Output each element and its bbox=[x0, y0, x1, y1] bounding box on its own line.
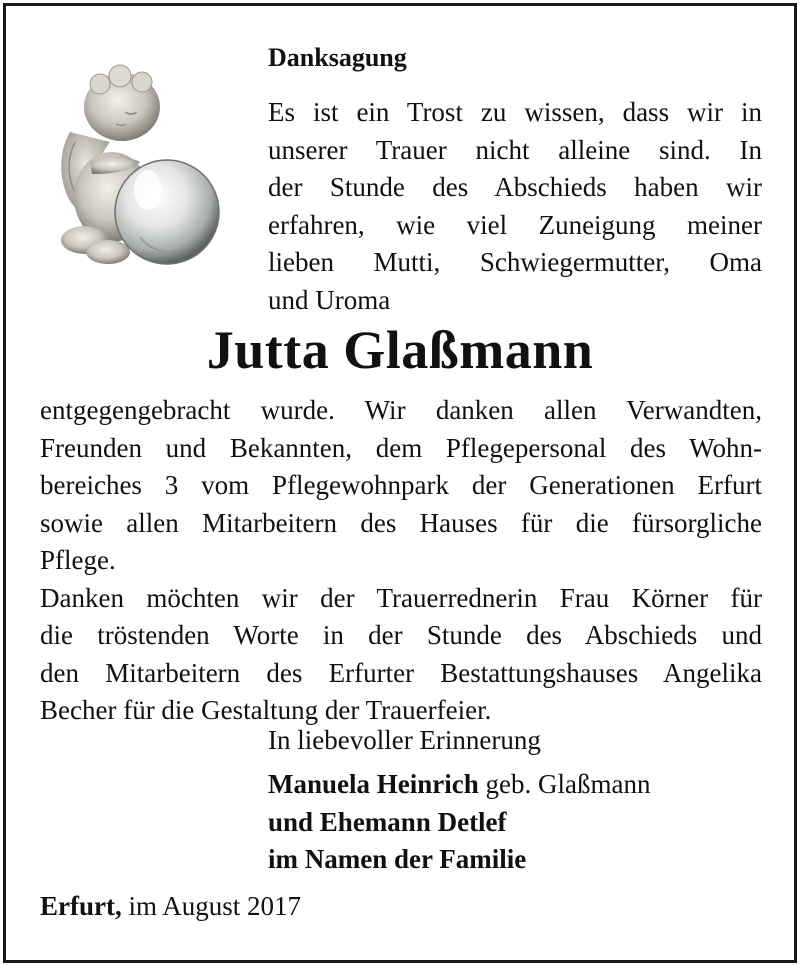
place-date bbox=[40, 888, 301, 926]
body-line: Danken möchten wir der Trauerrednerin Frau Körner für bbox=[40, 582, 762, 613]
body-line: entgegengebracht wurde. Wir danken allen Verwandten, bbox=[40, 395, 762, 425]
intro-line: der Stunde des Abschieds haben wir bbox=[268, 172, 762, 202]
intro-line: erfahren, wie viel Zuneigung meiner bbox=[268, 209, 762, 240]
body-line: die tröstenden Worte in der Stunde des Abschieds und bbox=[40, 620, 762, 650]
intro-text bbox=[268, 94, 762, 319]
body-line: Becher für die Gestaltung der Trauerfeier. bbox=[40, 695, 492, 725]
place: Erfurt, bbox=[40, 891, 122, 921]
body-text bbox=[40, 392, 762, 730]
body-line: den Mitarbeitern des Erfurter Bestattungshauses Angelika bbox=[40, 657, 762, 688]
intro-line: und Uroma bbox=[268, 284, 391, 315]
signatory-maiden-name: geb. Glaßmann bbox=[478, 769, 651, 799]
signature-line-3: im Namen der Familie bbox=[268, 844, 527, 874]
heading-danksagung: Danksagung bbox=[268, 43, 407, 72]
intro-line: unserer Trauer nicht alleine sind. In bbox=[268, 134, 762, 165]
signature-line-2: und Ehemann Detlef bbox=[268, 806, 507, 837]
signature-block bbox=[268, 766, 650, 879]
body-line: Pflege. bbox=[40, 545, 116, 575]
date: im August 2017 bbox=[121, 891, 302, 921]
intro-line: Es ist ein Trost zu wissen, dass wir in bbox=[268, 97, 762, 127]
signatory-name: Manuela Heinrich bbox=[268, 769, 479, 799]
closing-line: In liebevoller Erinnerung bbox=[268, 725, 541, 755]
angel-figure-image bbox=[50, 62, 220, 272]
deceased-name: Jutta Glaßmann bbox=[206, 320, 594, 380]
signature-line-1 bbox=[268, 766, 650, 804]
body-line: bereiches 3 vom Pflegewohnpark der Generationen Erfurt bbox=[40, 470, 762, 500]
body-line: sowie allen Mitarbeitern des Hauses für die fürsorgliche bbox=[40, 507, 762, 538]
intro-line: lieben Mutti, Schwiegermutter, Oma bbox=[268, 247, 762, 277]
body-line: Freunden und Bekannten, dem Pflegepersonal des Wohn- bbox=[40, 432, 762, 463]
